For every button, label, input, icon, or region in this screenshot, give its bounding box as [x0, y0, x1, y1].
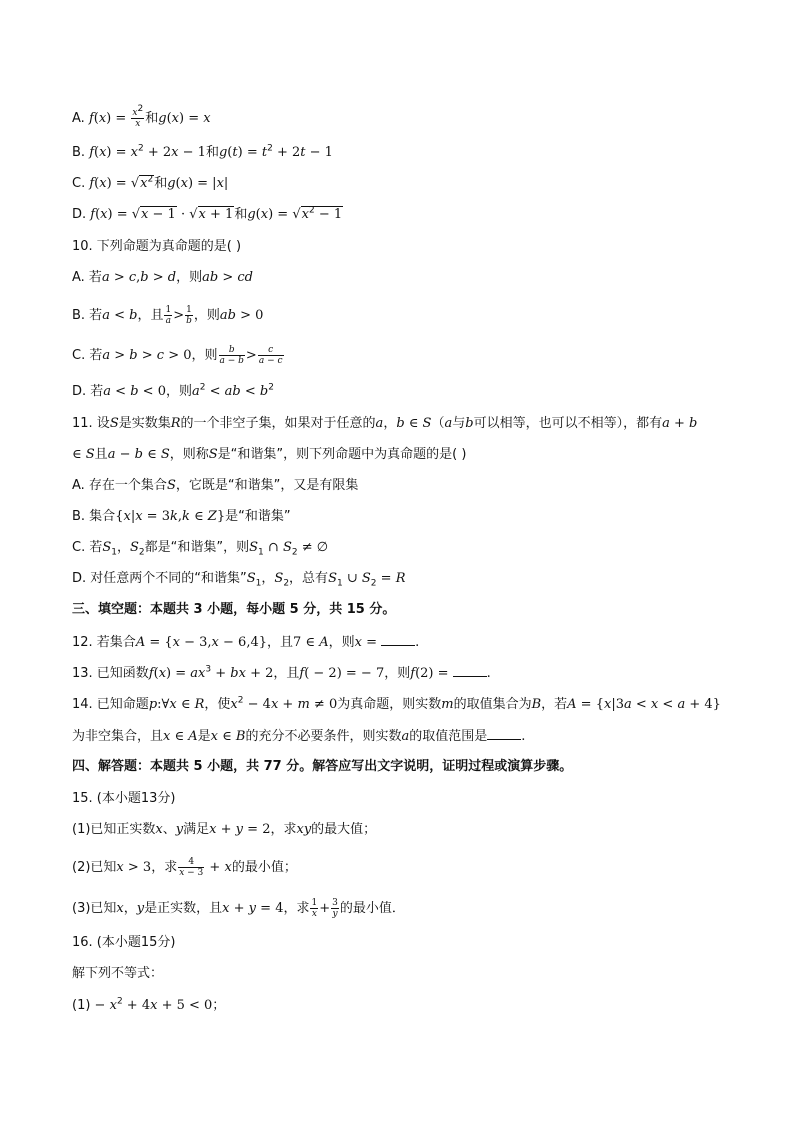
q11-option-b: B. 集合{x|x = 3k,k ∈ Z}是“和谐集” [72, 509, 291, 524]
q16-part1: $(1) - x^2 + 4x + 5 < 0$； [72, 996, 226, 1013]
section-3-heading: 三、填空题：本题共 3 小题，每小题 5 分，共 15 分。 [72, 602, 396, 617]
q14-line1: 14. 已知命题p:∀x ∈ R，使$x^2 - 4x + m \ne 0$为真命题，则实数m的取值集合为B，若A = {x|3a < x < a + 4} [72, 695, 721, 712]
q15-heading: 15. (本小题13分) [72, 791, 176, 806]
q14-answer-blank[interactable] [487, 726, 521, 740]
q10-stem: 10. 下列命题为真命题的是( ) [72, 239, 242, 254]
q15-part3: (3)已知x，y是正实数，且x + y = 4，求 $\frac{1}{x}$ + $\frac{3}{y}$ 的最小值． [72, 898, 405, 919]
q9-option-d: D. f(x) = √x − 1 · √x + 1和$g(x) = √x^2 - 1$ [72, 205, 343, 222]
q15-part1: (1)已知正实数x、y满足x + y = 2，求xy的最大值； [72, 822, 377, 837]
q10-option-d: D. 若a < b < 0，则$a^2$ < ab < $b^2$ [72, 382, 274, 399]
section-4-heading: 四、解答题：本题共 5 小题，共 77 分。解答应写出文字说明，证明过程或演算步骤。 [72, 759, 573, 774]
q9-option-c: C. $f(x) = √x^2$和g(x) = |x| [72, 174, 229, 191]
exam-page [72, 0, 732, 1123]
q14-line2: 为非空集合，且x ∈ A是x ∈ B的充分不必要条件，则实数a的取值范围是 . [72, 726, 525, 747]
q12-answer-blank[interactable] [381, 632, 415, 646]
q10-option-b: B. 若a < b，且 $\frac{1}{a}$ > $\frac{1}{b}$ ，则ab > 0 [72, 305, 264, 326]
q13-answer-blank[interactable] [453, 663, 487, 677]
q11-stem-line2: ∈ S且a − b ∈ S，则称S是“和谐集”，则下列命题中为真命题的是( ) [72, 447, 467, 462]
q15-part2: (2)已知x > 3，求 $\frac{4}{x - 3}$ + x的最小值； [72, 857, 297, 878]
q16-intro: 解下列不等式： [72, 966, 164, 981]
q16-heading: 16. (本小题15分) [72, 935, 176, 950]
q10-option-c: C. 若a > b > c > 0，则 $\frac{b}{a - b}$ > $\frac{c}{a - c}$ [72, 345, 283, 366]
q13: 13. 已知函数$f(x) = ax^3$ + bx + 2，且f( − 2) = − 7，则f(2) = . [72, 664, 491, 681]
q12: 12. 若集合A = {x − 3,x − 6,4}，且7 ∈ A，则x = . [72, 632, 419, 653]
q10-option-a: A. 若a > c,b > d，则ab > cd [72, 270, 253, 285]
q9-option-b: B. $f(x) = x^2 + 2x - 1$和$g(t) = t^2 + 2t - 1$ [72, 143, 333, 160]
q11-stem-line1: 11. 设S是实数集R的一个非空子集，如果对于任意的a，b ∈ S（a与b可以相等，也可以不相等），都有a + b [72, 416, 698, 431]
q9-option-a: A. f(x) = $\frac{x^2}{x}$ 和g(x) = x [72, 104, 211, 129]
q11-option-d: D. 对任意两个不同的“和谐集$”S_1$，$S_2$，总有$S_1$ ∪ $S_2 = R$ [72, 571, 406, 589]
q11-option-a: A. 存在一个集合S，它既是“和谐集”，又是有限集 [72, 478, 359, 493]
q11-option-c: C. 若$S_1$，$S_2$都是“和谐集”，则$S_1$ ∩ $S_2$ ≠ ∅ [72, 540, 329, 558]
